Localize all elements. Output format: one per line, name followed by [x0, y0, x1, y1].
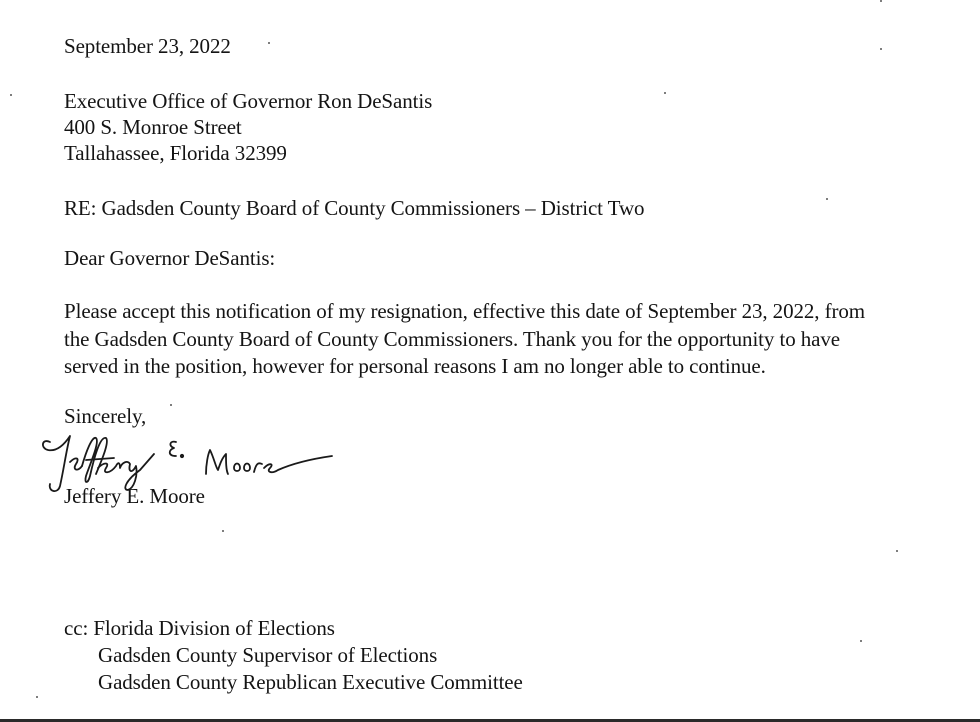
scan-speck — [268, 42, 270, 44]
signer-name: Jeffery E. Moore — [64, 484, 205, 508]
closing: Sincerely, — [64, 404, 147, 428]
cc-line-1: cc: Florida Division of Elections — [64, 616, 335, 640]
re-line: RE: Gadsden County Board of County Commissioners – District Two — [64, 196, 645, 220]
scan-speck — [170, 404, 172, 406]
scan-speck — [896, 550, 898, 552]
cc-line-2: Gadsden County Supervisor of Elections — [98, 643, 438, 667]
scan-speck — [826, 198, 828, 200]
scan-speck — [880, 0, 882, 2]
body-line-1: Please accept this notification of my resignation, effective this date of September 23, 2022, from — [64, 299, 865, 323]
recipient-line-3: Tallahassee, Florida 32399 — [64, 141, 287, 165]
recipient-line-2: 400 S. Monroe Street — [64, 115, 242, 139]
body-line-2: the Gadsden County Board of County Commissioners. Thank you for the opportunity to have — [64, 327, 840, 351]
body-line-3: served in the position, however for personal reasons I am no longer able to continue. — [64, 354, 766, 378]
scan-speck — [36, 696, 38, 698]
scan-speck — [664, 92, 666, 94]
scan-speck — [10, 94, 12, 96]
scan-speck — [860, 640, 862, 642]
scan-speck — [880, 48, 882, 50]
cc-line-3: Gadsden County Republican Executive Committee — [98, 670, 523, 694]
salutation: Dear Governor DeSantis: — [64, 246, 276, 270]
recipient-line-1: Executive Office of Governor Ron DeSantis — [64, 89, 433, 113]
scan-speck — [222, 530, 224, 532]
signature-text: Jeffery E. Moore — [36, 428, 43, 429]
letter-date: September 23, 2022 — [64, 34, 231, 58]
